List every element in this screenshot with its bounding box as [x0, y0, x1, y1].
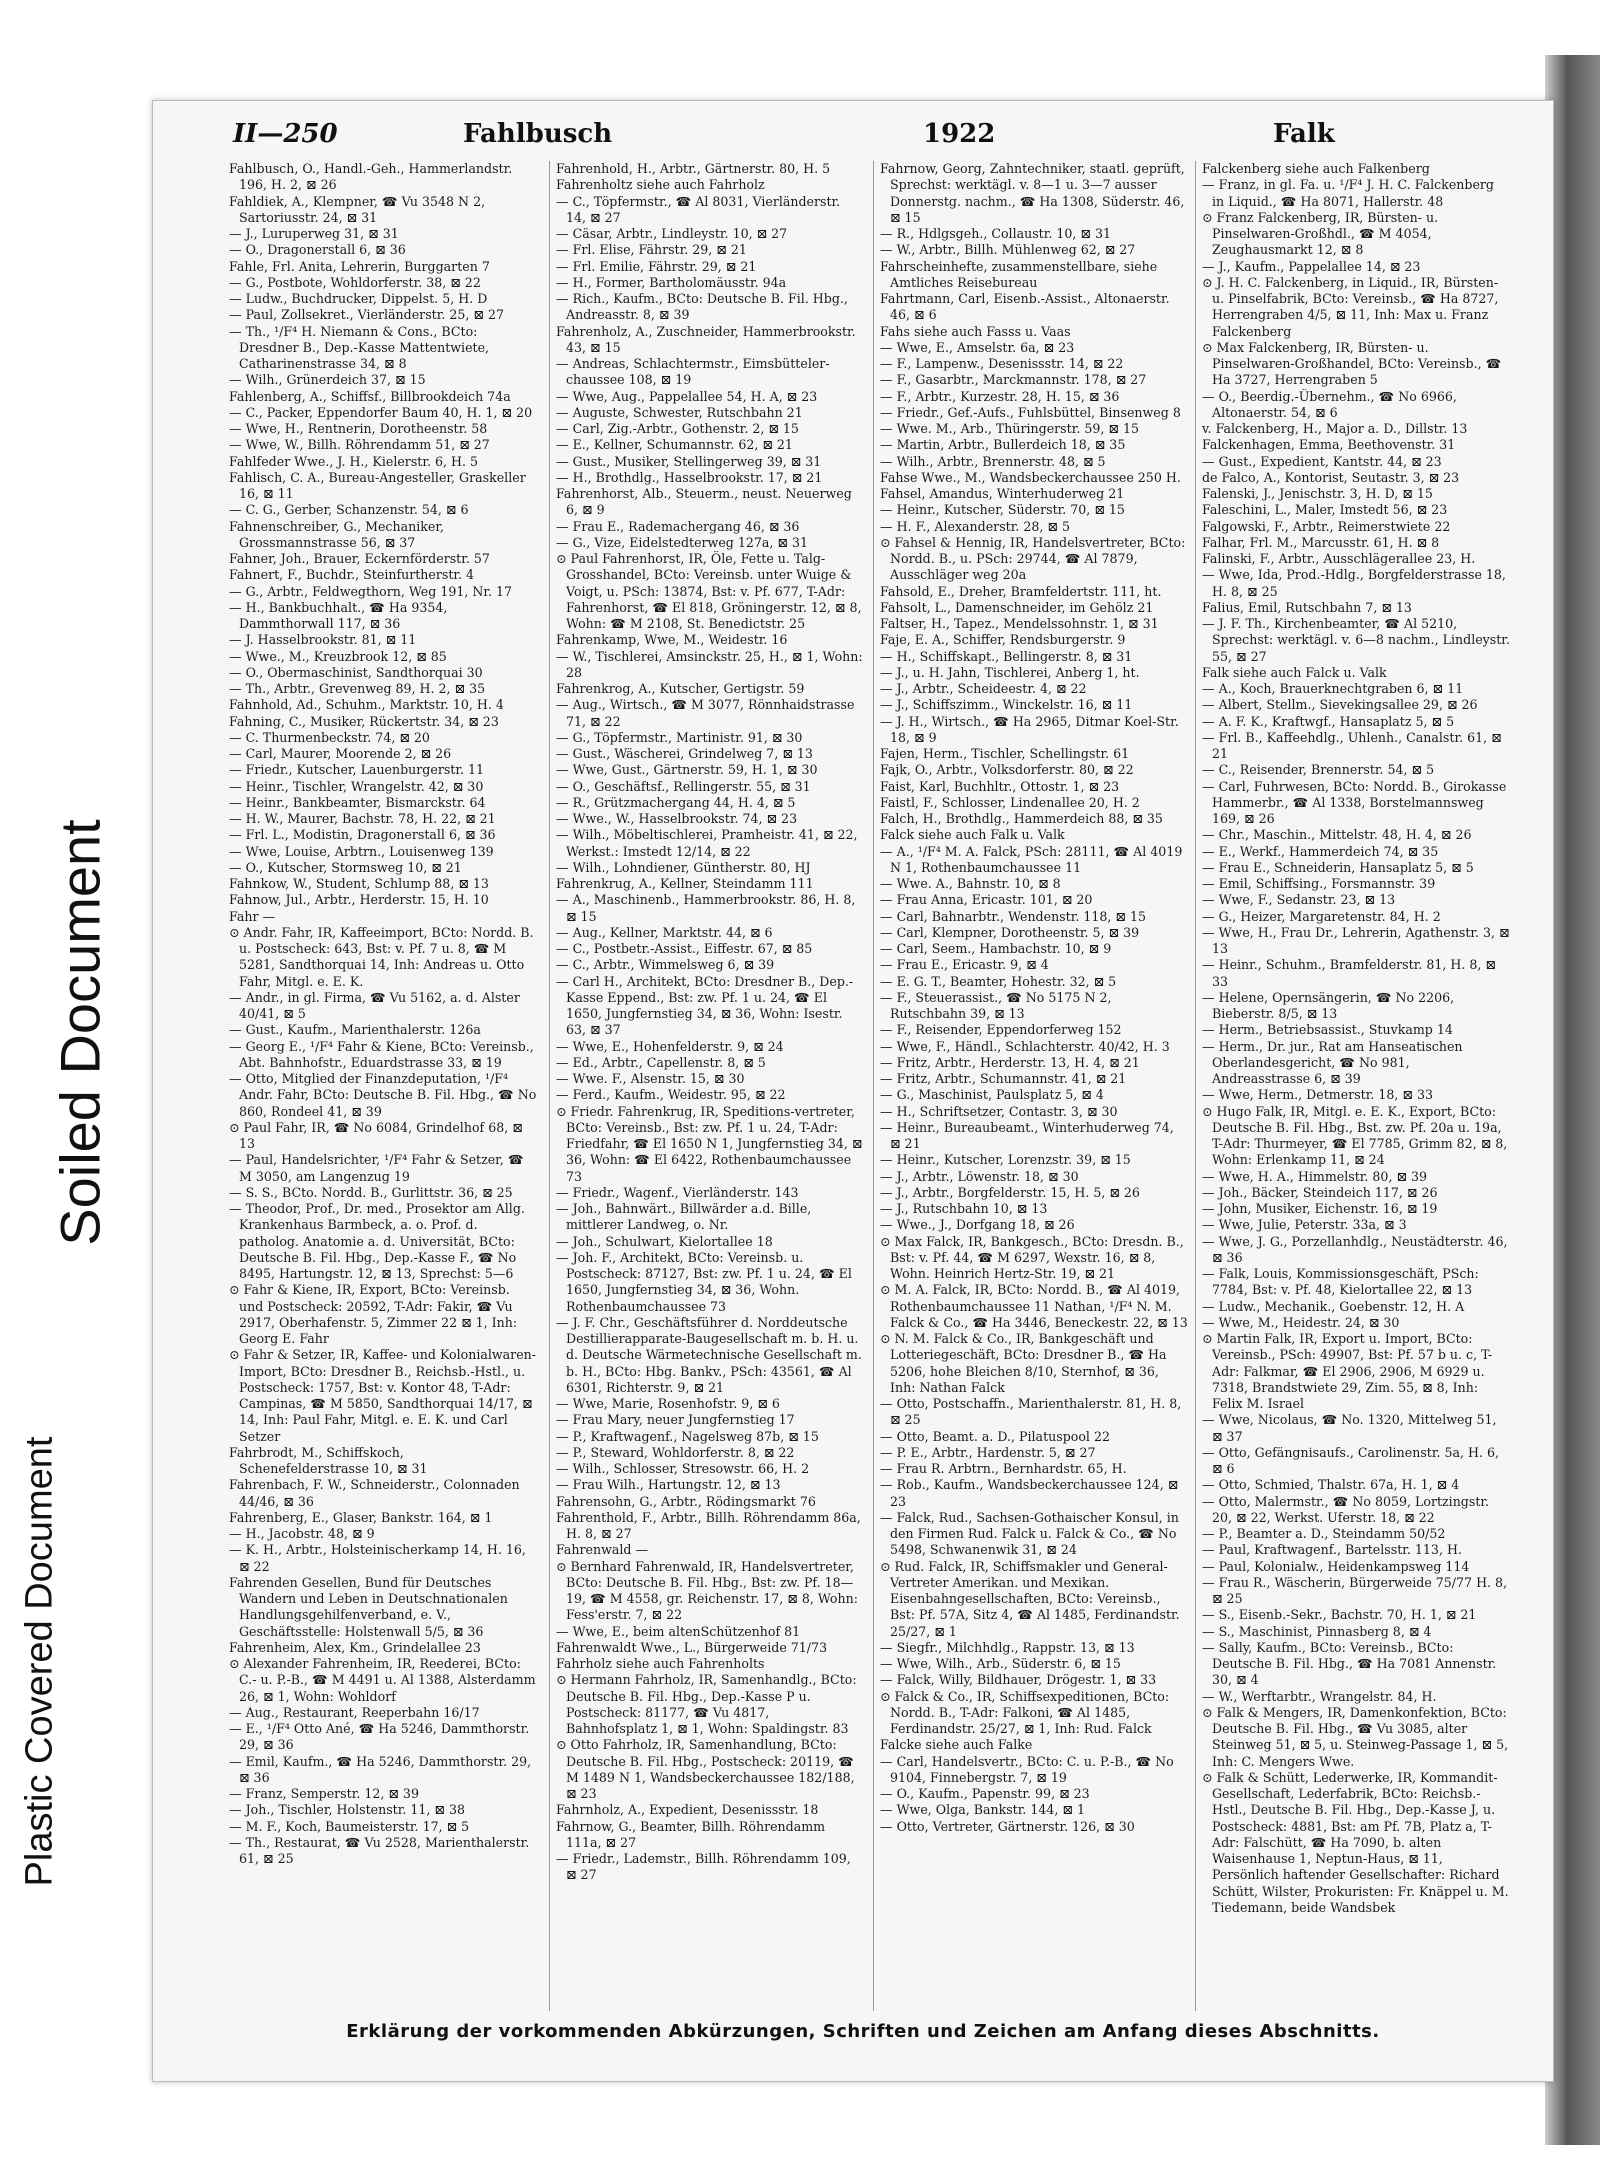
directory-entry: Fahner, Joh., Brauer, Eckernförderstr. 57 [229, 551, 490, 566]
directory-entry: — Fritz, Arbtr., Schumannstr. 41, ⊠ 21 [880, 1071, 1127, 1086]
directory-entry: Falcke siehe auch Falke [880, 1737, 1033, 1753]
directory-entry: ⊙ Rud. Falck, IR, Schiffsmakler und General-Vertreter Amerikan. und Mexikan. Eisenbahngesellschaften, BCto: Vereinsb., Bst: Pf. 57A, Sitz 4, ☎ Al 1485, Ferdinandstr. 25/27, ⊠ 1 [880, 1558, 1180, 1639]
directory-entry: — Falck, Rud., Sachsen-Gothaischer Konsul, in den Firmen Rud. Falck u. Falck & Co., ☎ No 5498, Schwanenwik 31, ⊠ 24 [880, 1509, 1179, 1558]
directory-entry: — John, Musiker, Eichenstr. 16, ⊠ 19 [1202, 1201, 1438, 1216]
directory-entry: — Carl, Maurer, Moorende 2, ⊠ 26 [229, 746, 452, 761]
directory-entry: Falinski, F., Arbtr., Ausschlägerallee 23, H. [1202, 551, 1476, 566]
directory-entry: — Gust., Expedient, Kantstr. 44, ⊠ 23 [1202, 453, 1442, 469]
directory-entry: Falgowski, F., Arbtr., Reimerstwiete 22 [1202, 518, 1451, 534]
directory-entry: Fahrtmann, Carl, Eisenb.-Assist., Altonaerstr. 46, ⊠ 6 [880, 291, 1170, 323]
directory-entry: ⊙ Otto Fahrholz, IR, Samenhandlung, BCto: Deutsche B. Fil. Hbg., Postscheck: 20119, ☎ M 1489 N 1, Wandsbeckerchaussee 182/188, ⊠ 23 [556, 1737, 855, 1801]
directory-entry: — Siegfr., Milchhdlg., Rappstr. 13, ⊠ 13 [880, 1639, 1135, 1655]
directory-entry: — Chr., Maschin., Mittelstr. 48, H. 4, ⊠ 26 [1202, 827, 1472, 843]
directory-entry: — Heinr., Kutscher, Lorenzstr. 39, ⊠ 15 [880, 1152, 1131, 1168]
abbreviations-note: Erklärung der vorkommenden Abkürzungen, Schriften und Zeichen am Anfang dieses Abschnitts. [346, 2021, 1380, 2042]
directory-entry: — J., Schiffszimm., Winckelstr. 16, ⊠ 11 [880, 697, 1133, 713]
directory-entry: — A., ¹/F⁴ M. A. Falck, PSch: 28111, ☎ Al 4019 N 1, Rothenbaumchaussee 11 [880, 843, 1183, 875]
directory-entry: Fahrenkrog, A., Kutscher, Gertigstr. 59 [556, 681, 805, 696]
directory-entry: — Wwe, Gust., Gärtnerstr. 59, H. 1, ⊠ 30 [556, 762, 818, 778]
directory-entry: — H., Brothdlg., Hasselbrookstr. 17, ⊠ 21 [556, 469, 823, 485]
directory-entry: — F., Gasarbtr., Marckmannstr. 178, ⊠ 27 [880, 372, 1147, 388]
directory-entry: — H., Schriftsetzer, Contastr. 3, ⊠ 30 [880, 1103, 1118, 1119]
directory-columns [229, 161, 1510, 2011]
directory-entry: — Joh., Tischler, Holstenstr. 11, ⊠ 38 [229, 1802, 465, 1818]
directory-entry: — E. G. T., Beamter, Hohestr. 32, ⊠ 5 [880, 973, 1117, 989]
directory-entry: Faistl, F., Schlosser, Lindenallee 20, H. 2 [880, 794, 1140, 810]
page-header [233, 119, 1493, 155]
directory-entry: ⊙ Paul Fahrenhorst, IR, Öle, Fette u. Talg-Grosshandel, BCto: Vereinsb. unter Wuige & Voigt, u. PSch: 13874, Bst: v. Pf. 677, T-Adr: Fahrenhorst, ☎ El 818, Gröningerstr. 12, ⊠ 8, Wohn: ☎ M 2108, St. Benedictstr. 25 [556, 551, 862, 631]
directory-page [152, 100, 1554, 2082]
directory-entry: — C., Packer, Eppendorfer Baum 40, H. 1, ⊠ 20 [229, 404, 533, 420]
directory-entry: — P., Steward, Wohldorferstr. 8, ⊠ 22 [556, 1444, 795, 1460]
directory-entry: — Emil, Schiffsing., Forsmannstr. 39 [1202, 876, 1436, 891]
directory-entry: — P., Beamter a. D., Steindamm 50/52 [1202, 1526, 1446, 1541]
column-2 [549, 161, 864, 2011]
directory-entry: — Frl. L., Modistin, Dragonerstall 6, ⊠ 36 [229, 827, 496, 843]
directory-entry: — G., Arbtr., Feldwegthorn, Weg 191, Nr. 17 [229, 583, 513, 599]
directory-entry: — Wwe, H., Frau Dr., Lehrerin, Agathenstr. 3, ⊠ 13 [1202, 924, 1510, 956]
directory-entry: Fahse Wwe., M., Wandsbeckerchaussee 250 H. [880, 469, 1181, 485]
directory-entry: — Carl, Seem., Hambachstr. 10, ⊠ 9 [880, 941, 1112, 956]
directory-entry: — J. F. Th., Kirchenbeamter, ☎ Al 5210, Sprechst: werktägl. v. 6—8 nachm., Lindleystr. 55, ⊠ 27 [1202, 616, 1510, 664]
directory-entry: Falckenhagen, Emma, Beethovenstr. 31 [1202, 437, 1456, 453]
directory-entry: Fahrenberg, E., Glaser, Bankstr. 164, ⊠ 1 [229, 1509, 493, 1525]
directory-entry: — J., Luruperweg 31, ⊠ 31 [229, 226, 399, 241]
directory-entry: — Wwe, J. G., Porzellanhdlg., Neustädterstr. 46, ⊠ 36 [1202, 1233, 1508, 1265]
directory-entry: — J., u. H. Jahn, Tischlerei, Anberg 1, ht. [880, 664, 1140, 680]
directory-entry: — Auguste, Schwester, Rutschbahn 21 [556, 404, 803, 420]
directory-entry: — Fritz, Arbtr., Herderstr. 13, H. 4, ⊠ 21 [880, 1054, 1140, 1070]
directory-entry: — O., Geschäftsf., Rellingerstr. 55, ⊠ 31 [556, 778, 811, 794]
directory-entry: — Wwe, Herm., Detmerstr. 18, ⊠ 33 [1202, 1087, 1433, 1103]
directory-entry: — O., Beerdig.-Übernehm., ☎ No 6966, Altonaerstr. 54, ⊠ 6 [1202, 388, 1457, 420]
directory-entry: Falius, Emil, Rutschbahn 7, ⊠ 13 [1202, 599, 1412, 615]
directory-entry: — Wwe, Louise, Arbtrn., Louisenweg 139 [229, 843, 494, 859]
directory-entry: — Otto, Mitglied der Finanzdeputation, ¹/F⁴ Andr. Fahr, BCto: Deutsche B. Fil. Hbg., ☎ No 860, Rondeel 41, ⊠ 39 [229, 1071, 537, 1119]
directory-entry: — Paul, Handelsrichter, ¹/F⁴ Fahr & Setzer, ☎ M 3050, am Langenzug 19 [229, 1152, 524, 1184]
directory-entry: Fahldiek, A., Klempner, ☎ Vu 3548 N 2, Sartoriusstr. 24, ⊠ 31 [229, 193, 486, 225]
directory-entry: Falckenberg siehe auch Falkenberg [1202, 161, 1430, 176]
directory-entry: — Heinr., Kutscher, Süderstr. 70, ⊠ 15 [880, 502, 1125, 518]
directory-entry: — Otto, Postschaffn., Marienthalerstr. 81, H. 8, ⊠ 25 [880, 1396, 1182, 1428]
directory-entry: — Frau E., Ericastr. 9, ⊠ 4 [880, 957, 1049, 973]
directory-entry: Faleschini, L., Maler, Imstedt 56, ⊠ 23 [1202, 502, 1448, 518]
directory-entry: — F., Arbtr., Kurzestr. 28, H. 15, ⊠ 36 [880, 388, 1120, 404]
directory-entry: Fahnkow, W., Student, Schlump 88, ⊠ 13 [229, 876, 489, 891]
column-3 [873, 161, 1188, 2011]
directory-entry: — H. W., Maurer, Bachstr. 78, H. 22, ⊠ 21 [229, 811, 496, 826]
directory-entry: Fahrnholz, A., Expedient, Desenissstr. 18 [556, 1802, 819, 1818]
directory-entry: — Wilh., Lohndiener, Güntherstr. 80, HJ [556, 859, 811, 875]
header-last-entry: Falk [1273, 119, 1335, 149]
directory-entry: Fahrenholz, A., Zuschneider, Hammerbrookstr. 43, ⊠ 15 [556, 323, 856, 355]
directory-entry: — G., Töpfermstr., Martinistr. 91, ⊠ 30 [556, 729, 803, 745]
directory-entry: — E., Werkf., Hammerdeich 74, ⊠ 35 [1202, 843, 1439, 859]
directory-entry: — Joh., Bäcker, Steindeich 117, ⊠ 26 [1202, 1184, 1438, 1200]
directory-entry: — Wwe, Ida, Prod.-Hdlg., Borgfelderstrasse 18, H. 8, ⊠ 25 [1202, 567, 1506, 599]
directory-entry: Fahrenheim, Alex, Km., Grindelallee 23 [229, 1639, 481, 1655]
directory-entry: — Wwe, M., Heidestr. 24, ⊠ 30 [1202, 1314, 1400, 1330]
directory-entry: — H. F., Alexanderstr. 28, ⊠ 5 [880, 518, 1070, 534]
directory-entry: — Carl, Fuhrwesen, BCto: Nordd. B., Girokasse Hammerbr., ☎ Al 1338, Borstelmannsweg 169, ⊠ 26 [1202, 778, 1507, 826]
directory-entry: — A. F. K., Kraftwgf., Hansaplatz 5, ⊠ 5 [1202, 713, 1455, 729]
directory-entry: — Carl H., Architekt, BCto: Dresdner B., Dep.-Kasse Eppend., Bst: zw. Pf. 1 u. 24, ☎ El 1650, Jungfernstieg 34, ⊠ 36, Wohn: Isestr. 63, ⊠ 37 [556, 973, 854, 1038]
directory-entry: — S. S., BCto. Nordd. B., Gurlittstr. 36, ⊠ 25 [229, 1184, 513, 1200]
directory-entry: — R., Hdlgsgeh., Collaustr. 10, ⊠ 31 [880, 226, 1111, 241]
directory-entry: Fahrenholtz siehe auch Fahrholz [556, 177, 765, 193]
directory-entry: ⊙ Falk & Schütt, Lederwerke, IR, Kommandit-Gesellschaft, Lederfabrik, BCto: Reichsb.-Hstl., Deutsche B. Fil. Hbg., Dep.-Kasse J, u. Postscheck: 4881, Bst: am Pf. 7B, Platz a, T-Adr: Falschütt, ☎ Ha 7090, b. alten Waisenhause 1, Neptun-Haus, ⊠ 11, Persönlich haftender Gesellschafter: Richard Schütt, Wilster, Prokuristen: Fr. Knäppel u. M. Tiedemann, beide Wandsbek [1202, 1769, 1509, 1915]
directory-entry: — Heinr., Bankbeamter, Bismarckstr. 64 [229, 794, 486, 810]
directory-entry: — E., ¹/F⁴ Otto Ané, ☎ Ha 5246, Dammthorstr. 29, ⊠ 36 [229, 1721, 530, 1753]
directory-entry: — Sally, Kaufm., BCto: Vereinsb., BCto: Deutsche B. Fil. Hbg., ☎ Ha 7081 Annenstr. 30, ⊠ 4 [1202, 1639, 1497, 1688]
directory-entry: — Wwe, Wilh., Arb., Süderstr. 6, ⊠ 15 [880, 1656, 1121, 1671]
directory-entry: ⊙ J. H. C. Falckenberg, in Liquid., IR, Bürsten- u. Pinselfabrik, BCto: Vereinsb., ☎ Ha 8727, Herrengraben 4/5, ⊠ 11, Inh: Max u. Franz Falckenberg [1202, 274, 1499, 339]
directory-entry: — O., Kutscher, Stormsweg 10, ⊠ 21 [229, 859, 462, 875]
directory-entry: — W., Werftarbtr., Wrangelstr. 84, H. [1202, 1688, 1437, 1704]
directory-entry: ⊙ Hermann Fahrholz, IR, Samenhandlg., BCto: Deutsche B. Fil. Hbg., Dep.-Kasse P u. Postscheck: 81177, ☎ Vu 4817, Bahnhofsplatz 1, ⊠ 1, Wohn: Spaldingstr. 83 [556, 1672, 857, 1736]
directory-entry: Fahrbrodt, M., Schiffskoch, Schenefelderstrasse 10, ⊠ 31 [229, 1444, 428, 1476]
directory-entry: — J. H., Wirtsch., ☎ Ha 2965, Ditmar Koel-Str. 18, ⊠ 9 [880, 713, 1179, 745]
directory-entry: Faist, Karl, Buchhltr., Ottostr. 1, ⊠ 23 [880, 778, 1120, 794]
directory-entry: — G., Heizer, Margaretenstr. 84, H. 2 [1202, 908, 1441, 924]
directory-entry: — Carl, Zig.-Arbtr., Gothenstr. 2, ⊠ 15 [556, 421, 799, 436]
directory-entry: v. Falckenberg, H., Major a. D., Dillstr. 13 [1202, 421, 1468, 436]
directory-entry: — Th., Arbtr., Grevenweg 89, H. 2, ⊠ 35 [229, 681, 486, 696]
directory-entry: Fahrenwaldt Wwe., L., Bürgerweide 71/73 [556, 1639, 828, 1655]
column-1 [229, 161, 537, 2011]
directory-entry: — Wwe, F., Händl., Schlachterstr. 40/42, H. 3 [880, 1038, 1170, 1054]
directory-entry: — C., Reisender, Brennerstr. 54, ⊠ 5 [1202, 762, 1435, 778]
directory-entry: Fajen, Herm., Tischler, Schellingstr. 61 [880, 746, 1130, 761]
directory-entry: — Wilh., Möbeltischlerei, Pramheistr. 41, ⊠ 22, Werkst.: Imstedt 12/14, ⊠ 22 [556, 827, 858, 859]
directory-entry: Fahlenberg, A., Schiffsf., Billbrookdeich 74a [229, 388, 511, 404]
header-year: 1922 [923, 119, 996, 149]
directory-entry: ⊙ Max Falckenberg, IR, Bürsten- u. Pinselwaren-Großhandel, BCto: Vereinsb., ☎ Ha 3727, Herrengraben 5 [1202, 339, 1502, 388]
directory-entry: — Wwe, Nicolaus, ☎ No. 1320, Mittelweg 51, ⊠ 37 [1202, 1412, 1497, 1444]
directory-entry: — J., Kaufm., Pappelallee 14, ⊠ 23 [1202, 258, 1421, 274]
directory-entry: — Emil, Kaufm., ☎ Ha 5246, Dammthorstr. 29, ⊠ 36 [229, 1753, 532, 1785]
directory-entry: — Carl, Klempner, Dorotheenstr. 5, ⊠ 39 [880, 924, 1140, 940]
plastic-covered-document-label: Plastic Covered Document [18, 1436, 61, 1887]
directory-entry: ⊙ Franz Falckenberg, IR, Bürsten- u. Pinselwaren-Großhdl., ☎ M 4054, Zeughausmarkt 12, ⊠ 8 [1202, 209, 1439, 258]
directory-entry: — M. F., Koch, Baumeisterstr. 17, ⊠ 5 [229, 1818, 470, 1834]
directory-entry: — O., Dragonerstall 6, ⊠ 36 [229, 242, 406, 258]
directory-entry: — Wwe. F., Alsenstr. 15, ⊠ 30 [556, 1071, 745, 1086]
directory-entry: Fahlisch, C. A., Bureau-Angesteller, Graskeller 16, ⊠ 11 [229, 469, 526, 501]
directory-entry: — Heinr., Bureaubeamt., Winterhuderweg 74, ⊠ 21 [880, 1119, 1174, 1151]
directory-entry: Fahsold, E., Dreher, Bramfeldertstr. 111, ht. [880, 583, 1162, 599]
directory-entry: — Wwe., W., Hasselbrookstr. 74, ⊠ 23 [556, 811, 798, 826]
directory-entry: — Otto, Gefängnisaufs., Carolinenstr. 5a, H. 6, ⊠ 6 [1202, 1444, 1500, 1476]
directory-entry: — Otto, Malermstr., ☎ No 8059, Lortzingstr. 20, ⊠ 22, Werkst. Uferstr. 18, ⊠ 22 [1202, 1493, 1490, 1525]
directory-entry: — Martin, Arbtr., Bullerdeich 18, ⊠ 35 [880, 437, 1126, 453]
directory-entry: — Wwe, E., Hohenfelderstr. 9, ⊠ 24 [556, 1038, 784, 1054]
directory-entry: — Wilh., Schlosser, Stresowstr. 66, H. 2 [556, 1461, 810, 1476]
directory-entry: — Gust., Musiker, Stellingerweg 39, ⊠ 31 [556, 453, 822, 469]
directory-entry: Fahrenhold, H., Arbtr., Gärtnerstr. 80, H. 5 [556, 161, 831, 176]
directory-entry: — E., Kellner, Schumannstr. 62, ⊠ 21 [556, 437, 793, 453]
directory-entry: — Herm., Dr. jur., Rat am Hanseatischen Oberlandesgericht, ☎ No 981, Andreasstrasse 6, ⊠ 39 [1202, 1038, 1463, 1086]
directory-entry: — Aug., Wirtsch., ☎ M 3077, Rönnhaidstrasse 71, ⊠ 22 [556, 697, 855, 729]
directory-entry: — O., Kaufm., Papenstr. 99, ⊠ 23 [880, 1786, 1090, 1801]
directory-entry: — S., Maschinist, Pinnasberg 8, ⊠ 4 [1202, 1623, 1432, 1639]
directory-entry: — Wwe, Marie, Rosenhofstr. 9, ⊠ 6 [556, 1396, 780, 1411]
directory-entry: — Paul, Kolonialw., Heidenkampsweg 114 [1202, 1558, 1470, 1574]
directory-entry: — Wwe, H. A., Himmelstr. 80, ⊠ 39 [1202, 1168, 1428, 1184]
directory-entry: — Wwe., J., Dorfgang 18, ⊠ 26 [880, 1217, 1075, 1233]
directory-entry: — Otto, Schmied, Thalstr. 67a, H. 1, ⊠ 4 [1202, 1477, 1460, 1493]
directory-entry: — Falk, Louis, Kommissionsgeschäft, PSch: 7784, Bst: v. Pf. 48, Kielortallee 22, ⊠ 13 [1202, 1266, 1479, 1298]
directory-entry: ⊙ Alexander Fahrenheim, IR, Reederei, BCto: C.- u. P.-B., ☎ M 4491 u. Al 1388, Alsterdamm 26, ⊠ 1, Wohn: Wohldorf [229, 1656, 536, 1704]
directory-entry: Falenski, J., Jenischstr. 3, H. D, ⊠ 15 [1202, 486, 1433, 501]
directory-entry: — Joh., Bahnwärt., Billwärder a.d. Bille, mittlerer Landweg, o. Nr. [556, 1201, 812, 1233]
directory-entry: — H., Schiffskapt., Bellingerstr. 8, ⊠ 31 [880, 648, 1133, 664]
directory-entry: — Ferd., Kaufm., Weidestr. 95, ⊠ 22 [556, 1087, 786, 1103]
directory-entry: ⊙ Fahr & Kiene, IR, Export, BCto: Vereinsb. und Postscheck: 20592, T-Adr: Fakir, ☎ Vu 2917, Oberhafenstr. 5, Zimmer 22 ⊠ 1, Inh: Georg E. Fahr [229, 1282, 518, 1346]
soiled-document-label: Soiled Document [48, 819, 112, 1246]
directory-entry: — S., Eisenb.-Sekr., Bachstr. 70, H. 1, ⊠ 21 [1202, 1607, 1477, 1623]
directory-entry: Fahrenkamp, Wwe, M., Weidestr. 16 [556, 632, 788, 648]
directory-entry: — Ludw., Buchdrucker, Dippelst. 5, H. D [229, 291, 488, 306]
directory-entry: — Frau E., Schneiderin, Hansaplatz 5, ⊠ 5 [1202, 859, 1474, 875]
directory-entry: — Wwe, E., Amselstr. 6a, ⊠ 23 [880, 339, 1075, 355]
directory-entry: Fahnert, F., Buchdr., Steinfurtherstr. 4 [229, 567, 475, 583]
directory-entry: — F., Reisender, Eppendorferweg 152 [880, 1022, 1122, 1038]
directory-entry: — Carl, Bahnarbtr., Wendenstr. 118, ⊠ 15 [880, 908, 1146, 924]
directory-entry: — O., Obermaschinist, Sandthorquai 30 [229, 664, 483, 680]
directory-entry: Falk siehe auch Falck u. Valk [1202, 664, 1387, 680]
directory-entry: — J., Arbtr., Borgfelderstr. 15, H. 5, ⊠ 26 [880, 1184, 1140, 1200]
header-first-entry: Fahlbusch [463, 119, 613, 149]
directory-entry: ⊙ Fahr & Setzer, IR, Kaffee- und Kolonialwaren-Import, BCto: Dresdner B., Reichsb.-Hstl., u. Postscheck: 1757, Bst: v. Kontor 48, T-Adr: Campinas, ☎ M 5850, Sandthorquai 14/17, ⊠ 14, Inh: Paul Fahr, Mitgl. e. E. K. und Carl Setzer [229, 1347, 537, 1444]
directory-entry: — Wwe, Olga, Bankstr. 144, ⊠ 1 [880, 1802, 1085, 1818]
directory-entry: — Th., Restaurat, ☎ Vu 2528, Marienthalerstr. 61, ⊠ 25 [229, 1834, 530, 1866]
directory-entry: — Friedr., Gef.-Aufs., Fuhlsbüttel, Binsenweg 8 [880, 404, 1181, 420]
directory-entry: — Carl, Handelsvertr., BCto: C. u. P.-B., ☎ No 9104, Finnebergstr. 7, ⊠ 19 [880, 1753, 1174, 1785]
directory-entry: — Rich., Kaufm., BCto: Deutsche B. Fil. Hbg., Andreasstr. 8, ⊠ 39 [556, 291, 848, 323]
directory-entry: — Andr., in gl. Firma, ☎ Vu 5162, a. d. Alster 40/41, ⊠ 5 [229, 989, 520, 1021]
directory-entry: Fahrnow, Georg, Zahntechniker, staatl. geprüft, Sprechst: werktägl. v. 8—1 u. 3—7 ausser Donnerstg. nachm., ☎ Ha 1308, Süderstr. 46, ⊠ 15 [880, 161, 1185, 225]
directory-entry: — Wwe, H., Rentnerin, Dorotheenstr. 58 [229, 421, 488, 436]
directory-entry: — F., Lampenw., Desenissstr. 14, ⊠ 22 [880, 356, 1124, 371]
directory-entry: — Frau Anna, Ericastr. 101, ⊠ 20 [880, 892, 1093, 908]
directory-entry: — Wwe, Julie, Peterstr. 33a, ⊠ 3 [1202, 1217, 1407, 1233]
directory-entry: — Frau R., Wäscherin, Bürgerweide 75/77 H. 8, ⊠ 25 [1202, 1574, 1508, 1606]
directory-entry: — Theodor, Prof., Dr. med., Prosektor am Allg. Krankenhaus Barmbeck, a. o. Prof. d. patholog. Anatomie a. d. Universität, BCto: Deutsche B. Fil. Hbg., Dep.-Kasse F., ☎ No 8495, Hartungstr. 12, ⊠ 13, Sprechst: 5—6 [229, 1201, 525, 1281]
directory-entry: Fahnenschreiber, G., Mechaniker, Grossmannstrasse 56, ⊠ 37 [229, 518, 444, 550]
directory-entry: — Joh., Schulwart, Kielortallee 18 [556, 1233, 773, 1249]
directory-entry: Fahning, C., Musiker, Rückertstr. 34, ⊠ 23 [229, 713, 499, 729]
directory-entry: ⊙ Bernhard Fahrenwald, IR, Handelsvertreter, BCto: Deutsche B. Fil. Hbg., Bst: zw. Pf. 18—19, ☎ M 4558, gr. Reichenstr. 17, ⊠ 8, Wohn: Fess'erstr. 7, ⊠ 22 [556, 1558, 858, 1623]
directory-entry: ⊙ Falck & Co., IR, Schiffsexpeditionen, BCto: Nordd. B., T-Adr: Falkoni, ☎ Al 1485, Ferdinandstr. 25/27, ⊠ 1, Inh: Rud. Falck [880, 1688, 1170, 1736]
directory-entry: — J., Arbtr., Löwenstr. 18, ⊠ 30 [880, 1168, 1079, 1184]
directory-entry: ⊙ Andr. Fahr, IR, Kaffeeimport, BCto: Nordd. B. u. Postscheck: 643, Bst: v. Pf. 7 u. 8, ☎ M 5281, Sandthorquai 14, Inh: Andreas u. Otto Fahr, Mitgl. e. E. K. [229, 924, 534, 989]
directory-entry: — Otto, Vertreter, Gärtnerstr. 126, ⊠ 30 [880, 1818, 1135, 1834]
directory-entry: — W., Tischlerei, Amsinckstr. 25, H., ⊠ 1, Wohn: 28 [556, 648, 863, 680]
directory-entry: — C., Postbetr.-Assist., Eiffestr. 67, ⊠ 85 [556, 941, 813, 956]
directory-entry: — Frau Wilh., Hartungstr. 12, ⊠ 13 [556, 1477, 781, 1493]
directory-entry: — Wwe, W., Billh. Röhrendamm 51, ⊠ 27 [229, 437, 490, 453]
directory-entry: — C., Töpfermstr., ☎ Al 8031, Vierländerstr. 14, ⊠ 27 [556, 193, 841, 225]
directory-entry: — Falck, Willy, Bildhauer, Drögestr. 1, ⊠ 33 [880, 1672, 1157, 1688]
directory-entry: ⊙ Paul Fahr, IR, ☎ No 6084, Grindelhof 68, ⊠ 13 [229, 1119, 523, 1151]
directory-entry: ⊙ N. M. Falck & Co., IR, Bankgeschäft und Lotteriegeschäft, BCto: Dresdner B., ☎ Ha 5206, hohe Bleichen 8/10, Sternhof, ⊠ 36, Inh: Nathan Falck [880, 1331, 1167, 1395]
directory-entry: — Frau E., Rademachergang 46, ⊠ 36 [556, 518, 800, 534]
directory-entry: Fahrnow, G., Beamter, Billh. Röhrendamm 111a, ⊠ 27 [556, 1818, 826, 1850]
directory-entry: Fahnhold, Ad., Schuhm., Marktstr. 10, H. 4 [229, 697, 504, 713]
directory-entry: Falhar, Frl. M., Marcusstr. 61, H. ⊠ 8 [1202, 534, 1440, 550]
directory-entry: ⊙ Friedr. Fahrenkrug, IR, Speditions-vertreter, BCto: Vereinsb., Bst: zw. Pf. 1 u. 24, T-Adr: Friedfahr, ☎ El 1650 N 1, Jungfernstieg 34, ⊠ 36, Wohn: ☎ El 6422, Rothenbaumchaussee 73 [556, 1103, 863, 1184]
directory-entry: — Wwe, Aug., Pappelallee 54, H. A, ⊠ 23 [556, 388, 818, 404]
directory-entry: — W., Arbtr., Billh. Mühlenweg 62, ⊠ 27 [880, 242, 1136, 258]
directory-entry: — K. H., Arbtr., Holsteinischerkamp 14, H. 16, ⊠ 22 [229, 1542, 526, 1574]
directory-entry: — Wilh., Arbtr., Brennerstr. 48, ⊠ 5 [880, 453, 1106, 469]
directory-entry: — G., Vize, Eidelstedterweg 127a, ⊠ 31 [556, 534, 808, 550]
directory-entry: — Wilh., Grünerdeich 37, ⊠ 15 [229, 372, 426, 388]
directory-entry: — Frl. Emilie, Fährstr. 29, ⊠ 21 [556, 258, 757, 274]
directory-entry: — Wwe, F., Sedanstr. 23, ⊠ 13 [1202, 892, 1396, 908]
directory-entry: Fahrenden Gesellen, Bund für Deutsches Wandern und Leben in Deutschnationalen Handlungsgehilfenverband, e. V., Geschäftsstelle: Holstenwall 5/5, ⊠ 36 [229, 1574, 508, 1639]
directory-entry: — Ed., Arbtr., Capellenstr. 8, ⊠ 5 [556, 1054, 766, 1070]
directory-entry: Fahlfeder Wwe., J. H., Kielerstr. 6, H. 5 [229, 453, 479, 469]
directory-entry: — Frau R. Arbtrn., Bernhardstr. 65, H. [880, 1461, 1127, 1476]
directory-entry: — C. G., Gerber, Schanzenstr. 54, ⊠ 6 [229, 502, 469, 518]
directory-entry: — Aug., Restaurant, Reeperbahn 16/17 [229, 1704, 480, 1720]
directory-entry: — Gust., Wäscherei, Grindelweg 7, ⊠ 13 [556, 746, 813, 761]
directory-entry: — Joh. F., Architekt, BCto: Vereinsb. u. Postscheck: 87127, Bst: zw. Pf. 1 u. 24, ☎ El 1650, Jungfernstieg 34, ⊠ 36, Wohn. Rothenbaumchaussee 73 [556, 1249, 852, 1314]
directory-entry: Fahrenhorst, Alb., Steuerm., neust. Neuerweg 6, ⊠ 9 [556, 486, 852, 518]
directory-entry: Falch, H., Brothdlg., Hammerdeich 88, ⊠ 35 [880, 811, 1163, 826]
directory-entry: — H., Former, Bartholomäusstr. 94a [556, 274, 787, 290]
directory-entry: — F., Steuerassist., ☎ No 5175 N 2, Rutschbahn 39, ⊠ 13 [880, 989, 1112, 1021]
directory-entry: — Wwe. M., Arb., Thüringerstr. 59, ⊠ 15 [880, 421, 1139, 436]
directory-entry: — Cäsar, Arbtr., Lindleystr. 10, ⊠ 27 [556, 226, 788, 241]
directory-entry: — Heinr., Tischler, Wrangelstr. 42, ⊠ 30 [229, 778, 484, 794]
directory-entry: — H., Jacobstr. 48, ⊠ 9 [229, 1526, 375, 1541]
directory-entry: — J. Hasselbrookstr. 81, ⊠ 11 [229, 632, 417, 648]
directory-entry: Fahr — [229, 908, 276, 924]
directory-entry: — Wwe. A., Bahnstr. 10, ⊠ 8 [880, 876, 1061, 891]
directory-entry: Fahrenkrug, A., Kellner, Steindamm 111 [556, 876, 814, 891]
directory-entry: — Paul, Kraftwagenf., Bartelsstr. 113, H. [1202, 1542, 1462, 1558]
directory-entry: — Franz, Semperstr. 12, ⊠ 39 [229, 1786, 419, 1801]
directory-entry: — P. E., Arbtr., Hardenstr. 5, ⊠ 27 [880, 1444, 1096, 1460]
directory-entry: — G., Maschinist, Paulsplatz 5, ⊠ 4 [880, 1087, 1104, 1103]
directory-entry: — Otto, Beamt. a. D., Pilatuspool 22 [880, 1428, 1110, 1444]
directory-entry: — J., Arbtr., Scheideestr. 4, ⊠ 22 [880, 681, 1087, 696]
directory-entry: — Frl. B., Kaffeehdlg., Uhlenh., Canalstr. 61, ⊠ 21 [1202, 729, 1502, 761]
directory-entry: Fahsolt, L., Damenschneider, im Gehölz 21 [880, 599, 1154, 615]
directory-entry: — Albert, Stellm., Sievekingsallee 29, ⊠ 26 [1202, 697, 1478, 713]
directory-entry: — Paul, Zollsekret., Vierländerstr. 25, ⊠ 27 [229, 307, 504, 323]
directory-entry: de Falco, A., Kontorist, Seutastr. 3, ⊠ 23 [1202, 469, 1460, 485]
directory-entry: — Andreas, Schlachtermstr., Eimsbütteler-chaussee 108, ⊠ 19 [556, 356, 830, 388]
directory-entry: ⊙ Hugo Falk, IR, Mitgl. e. E. K., Export, BCto: Deutsche B. Fil. Hbg., Bst. zw. Pf. 20a u. 19a, T-Adr: Thurmeyer, ☎ El 7785, Grimm 82, ⊠ 8, Wohn: Erlenkamp 11, ⊠ 24 [1202, 1103, 1508, 1168]
directory-entry: — Herm., Betriebsassist., Stuvkamp 14 [1202, 1022, 1453, 1038]
directory-entry: — C. Thurmenbeckstr. 74, ⊠ 20 [229, 729, 430, 745]
directory-entry: — J., Rutschbahn 10, ⊠ 13 [880, 1201, 1048, 1216]
directory-entry: Faltser, H., Tapez., Mendelssohnstr. 1, ⊠ 31 [880, 616, 1159, 631]
directory-entry: — Aug., Kellner, Marktstr. 44, ⊠ 6 [556, 924, 773, 940]
directory-entry: — Ludw., Mechanik., Goebenstr. 12, H. A [1202, 1298, 1465, 1314]
directory-entry: Fahs siehe auch Fasss u. Vaas [880, 323, 1071, 339]
directory-entry: Fahrenthold, F., Arbtr., Billh. Röhrendamm 86a, H. 8, ⊠ 27 [556, 1509, 861, 1541]
directory-entry: — J. F. Chr., Geschäftsführer d. Norddeutsche Destillierapparate-Baugesellschaft m. b. H. u. d. Deutsche Wärmetechnische Gesellschaft m. b. H., BCto: Hbg. Bankv., PSch: 43561, ☎ Al 6301, Richterstr. 9, ⊠ 21 [556, 1314, 862, 1395]
directory-entry: Fahrenwald — [556, 1542, 649, 1558]
directory-entry: ⊙ Fahsel & Hennig, IR, Handelsvertreter, BCto: Nordd. B., u. PSch: 29744, ☎ Al 7879, Ausschläger weg 20a [880, 534, 1186, 583]
directory-entry: — P., Kraftwagenf., Nagelsweg 87b, ⊠ 15 [556, 1428, 819, 1444]
directory-entry: — Georg E., ¹/F⁴ Fahr & Kiene, BCto: Vereinsb., Abt. Bahnhofstr., Eduardstrasse 33, ⊠ 19 [229, 1038, 534, 1070]
directory-entry: — Rob., Kaufm., Wandsbeckerchaussee 124, ⊠ 23 [880, 1477, 1179, 1509]
directory-entry: — Wwe., M., Kreuzbrook 12, ⊠ 85 [229, 648, 447, 664]
directory-entry: ⊙ Max Falck, IR, Bankgesch., BCto: Dresdn. B., Bst: v. Pf. 44, ☎ M 6297, Wexstr. 16, ⊠ 8, Wohn. Heinrich Hertz-Str. 19, ⊠ 21 [880, 1233, 1184, 1281]
column-4 [1195, 161, 1510, 2011]
directory-entry: Fahrensohn, G., Arbtr., Rödingsmarkt 76 [556, 1493, 816, 1509]
directory-entry: Fahrenbach, F. W., Schneiderstr., Colonnaden 44/46, ⊠ 36 [229, 1477, 520, 1509]
directory-entry: Fajk, O., Arbtr., Volksdorferstr. 80, ⊠ 22 [880, 762, 1134, 778]
directory-entry: — Helene, Opernsängerin, ☎ No 2206, Bieberstr. 8/5, ⊠ 13 [1202, 989, 1455, 1021]
directory-entry: — Frl. Elise, Fährstr. 29, ⊠ 21 [556, 242, 747, 258]
directory-entry: ⊙ Falk & Mengers, IR, Damenkonfektion, BCto: Deutsche B. Fil. Hbg., ☎ Vu 3085, alter Steinweg 51, ⊠ 5, u. Steinweg-Passage 1, ⊠ 5, Inh: C. Mengers Wwe. [1202, 1704, 1509, 1769]
directory-entry: — A., Koch, Brauerknechtgraben 6, ⊠ 11 [1202, 681, 1464, 696]
directory-entry: — Friedr., Lademstr., Billh. Röhrendamm 109, ⊠ 27 [556, 1851, 851, 1883]
directory-entry: — G., Postbote, Wohldorferstr. 38, ⊠ 22 [229, 274, 481, 290]
page-number: II—250 [233, 119, 338, 149]
directory-entry: — Frau Mary, neuer Jungfernstieg 17 [556, 1412, 795, 1428]
directory-entry: ⊙ Martin Falk, IR, Export u. Import, BCto: Vereinsb., PSch: 49907, Bst: Pf. 57 b u. c, T-Adr: Falkmar, ☎ El 2906, 2906, M 6929 u. 7318, Brandstwiete 29, Zim. 55, ⊠ 8, Inh: Felix M. Israel [1202, 1331, 1493, 1411]
directory-entry: — C., Arbtr., Wimmelsweg 6, ⊠ 39 [556, 957, 775, 973]
directory-entry: — Gust., Kaufm., Marienthalerstr. 126a [229, 1022, 481, 1038]
directory-entry: — A., Maschinenb., Hammerbrookstr. 86, H. 8, ⊠ 15 [556, 892, 856, 924]
directory-entry: Fahrscheinhefte, zusammenstellbare, siehe Amtliches Reisebureau [880, 258, 1158, 290]
directory-entry: Fahnow, Jul., Arbtr., Herderstr. 15, H. 10 [229, 892, 489, 908]
directory-entry: Fahsel, Amandus, Winterhuderweg 21 [880, 486, 1125, 501]
directory-entry: — Friedr., Kutscher, Lauenburgerstr. 11 [229, 762, 485, 778]
directory-entry: — Friedr., Wagenf., Vierländerstr. 143 [556, 1184, 799, 1200]
directory-entry: Fahrholz siehe auch Fahrenholts [556, 1656, 765, 1671]
directory-entry: — R., Grützmachergang 44, H. 4, ⊠ 5 [556, 794, 796, 810]
directory-entry: — H., Bankbuchhalt., ☎ Ha 9354, Dammthorwall 117, ⊠ 36 [229, 599, 448, 631]
directory-entry: — Franz, in gl. Fa. u. ¹/F⁴ J. H. C. Falckenberg in Liquid., ☎ Ha 8071, Hallerstr. 48 [1202, 177, 1494, 209]
directory-entry: Fahlbusch, O., Handl.-Geh., Hammerlandstr. 196, H. 2, ⊠ 26 [229, 161, 513, 193]
directory-entry: — Heinr., Schuhm., Bramfelderstr. 81, H. 8, ⊠ 33 [1202, 957, 1496, 989]
directory-entry: Falck siehe auch Falk u. Valk [880, 827, 1065, 843]
directory-entry: — Th., ¹/F⁴ H. Niemann & Cons., BCto: Dresdner B., Dep.-Kasse Mattentwiete, Catharinenstrasse 34, ⊠ 8 [229, 323, 490, 371]
directory-entry: Faje, E. A., Schiffer, Rendsburgerstr. 9 [880, 632, 1126, 648]
directory-entry: ⊙ M. A. Falck, IR, BCto: Nordd. B., ☎ Al 4019, Rothenbaumchaussee 11 Nathan, ¹/F⁴ N. M. Falck & Co., ☎ Ha 3446, Beneckestr. 22, ⊠ 13 [880, 1282, 1188, 1330]
directory-entry: Fahle, Frl. Anita, Lehrerin, Burggarten 7 [229, 258, 490, 274]
directory-entry: — Wwe, E., beim altenSchützenhof 81 [556, 1623, 801, 1639]
